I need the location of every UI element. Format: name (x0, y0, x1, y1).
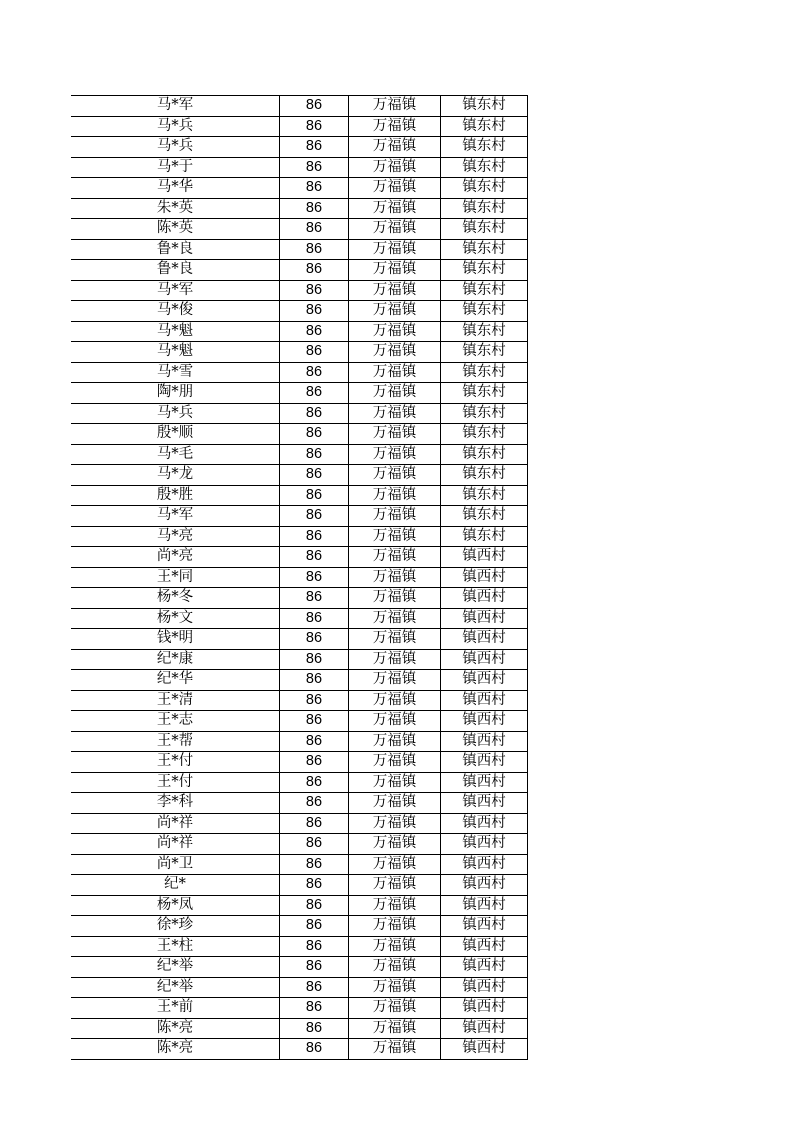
town-cell: 万福镇 (349, 547, 441, 568)
resident-name-cell: 马*军 (71, 506, 280, 527)
resident-name-cell: 马*雪 (71, 362, 280, 383)
score-cell: 86 (280, 916, 349, 937)
score-cell: 86 (280, 321, 349, 342)
resident-name-cell: 纪*康 (71, 649, 280, 670)
score-cell: 86 (280, 239, 349, 260)
score-cell: 86 (280, 96, 349, 117)
table-row (71, 239, 528, 260)
village-cell: 镇西村 (441, 670, 528, 691)
town-cell: 万福镇 (349, 936, 441, 957)
table-row (71, 547, 528, 568)
table-row (71, 875, 528, 896)
score-cell: 86 (280, 1018, 349, 1039)
score-cell: 86 (280, 301, 349, 322)
table-row (71, 752, 528, 773)
village-cell: 镇东村 (441, 485, 528, 506)
village-cell: 镇东村 (441, 506, 528, 527)
score-cell: 86 (280, 362, 349, 383)
table-row (71, 424, 528, 445)
village-cell: 镇东村 (441, 403, 528, 424)
town-cell: 万福镇 (349, 670, 441, 691)
village-cell: 镇西村 (441, 690, 528, 711)
resident-name-cell: 杨*冬 (71, 588, 280, 609)
score-cell: 86 (280, 178, 349, 199)
table-row (71, 219, 528, 240)
score-cell: 86 (280, 752, 349, 773)
town-cell: 万福镇 (349, 998, 441, 1019)
resident-name-cell: 王*志 (71, 711, 280, 732)
village-cell: 镇西村 (441, 916, 528, 937)
score-cell: 86 (280, 998, 349, 1019)
town-cell: 万福镇 (349, 1018, 441, 1039)
resident-name-cell: 陈*亮 (71, 1018, 280, 1039)
table-row (71, 772, 528, 793)
score-cell: 86 (280, 690, 349, 711)
village-cell: 镇西村 (441, 547, 528, 568)
resident-name-cell: 尚*祥 (71, 813, 280, 834)
town-cell: 万福镇 (349, 834, 441, 855)
town-cell: 万福镇 (349, 526, 441, 547)
town-cell: 万福镇 (349, 567, 441, 588)
village-cell: 镇东村 (441, 383, 528, 404)
resident-name-cell: 朱*英 (71, 198, 280, 219)
town-cell: 万福镇 (349, 793, 441, 814)
resident-name-cell: 王*柱 (71, 936, 280, 957)
resident-name-cell: 马*俊 (71, 301, 280, 322)
town-cell: 万福镇 (349, 752, 441, 773)
table-row (71, 977, 528, 998)
village-cell: 镇西村 (441, 752, 528, 773)
table-row (71, 670, 528, 691)
table-row (71, 178, 528, 199)
town-cell: 万福镇 (349, 301, 441, 322)
resident-name-cell: 尚*卫 (71, 854, 280, 875)
town-cell: 万福镇 (349, 957, 441, 978)
resident-name-cell: 马*兵 (71, 403, 280, 424)
resident-name-cell: 纪*举 (71, 957, 280, 978)
table-row (71, 629, 528, 650)
village-cell: 镇东村 (441, 178, 528, 199)
resident-name-cell: 王*付 (71, 772, 280, 793)
resident-name-cell: 钱*明 (71, 629, 280, 650)
table-row (71, 793, 528, 814)
resident-name-cell: 马*龙 (71, 465, 280, 486)
score-cell: 86 (280, 977, 349, 998)
resident-name-cell: 鲁*良 (71, 239, 280, 260)
table-row (71, 567, 528, 588)
score-cell: 86 (280, 465, 349, 486)
resident-name-cell: 马*兵 (71, 137, 280, 158)
score-cell: 86 (280, 157, 349, 178)
village-cell: 镇东村 (441, 444, 528, 465)
table-row (71, 957, 528, 978)
table-row (71, 649, 528, 670)
score-cell: 86 (280, 1039, 349, 1060)
table-row (71, 526, 528, 547)
town-cell: 万福镇 (349, 260, 441, 281)
resident-name-cell: 马*军 (71, 280, 280, 301)
village-cell: 镇东村 (441, 96, 528, 117)
town-cell: 万福镇 (349, 137, 441, 158)
town-cell: 万福镇 (349, 895, 441, 916)
score-cell: 86 (280, 116, 349, 137)
town-cell: 万福镇 (349, 731, 441, 752)
town-cell: 万福镇 (349, 321, 441, 342)
village-cell: 镇西村 (441, 711, 528, 732)
table-row (71, 383, 528, 404)
town-cell: 万福镇 (349, 854, 441, 875)
town-cell: 万福镇 (349, 342, 441, 363)
resident-name-cell: 陈*亮 (71, 1039, 280, 1060)
score-cell: 86 (280, 649, 349, 670)
resident-name-cell: 杨*凤 (71, 895, 280, 916)
resident-name-cell: 纪*举 (71, 977, 280, 998)
score-cell: 86 (280, 342, 349, 363)
score-cell: 86 (280, 526, 349, 547)
score-cell: 86 (280, 198, 349, 219)
resident-name-cell: 马*魁 (71, 342, 280, 363)
table-row (71, 465, 528, 486)
table-row (71, 834, 528, 855)
town-cell: 万福镇 (349, 403, 441, 424)
table-row (71, 1039, 528, 1060)
resident-name-cell: 徐*珍 (71, 916, 280, 937)
table-row (71, 998, 528, 1019)
village-cell: 镇西村 (441, 1039, 528, 1060)
score-cell: 86 (280, 137, 349, 158)
resident-name-cell: 王*付 (71, 752, 280, 773)
town-cell: 万福镇 (349, 875, 441, 896)
score-cell: 86 (280, 895, 349, 916)
resident-name-cell: 王*同 (71, 567, 280, 588)
score-cell: 86 (280, 834, 349, 855)
resident-name-cell: 马*魁 (71, 321, 280, 342)
village-cell: 镇东村 (441, 362, 528, 383)
town-cell: 万福镇 (349, 96, 441, 117)
table-row (71, 895, 528, 916)
town-cell: 万福镇 (349, 690, 441, 711)
resident-name-cell: 马*华 (71, 178, 280, 199)
village-cell: 镇东村 (441, 116, 528, 137)
village-cell: 镇东村 (441, 342, 528, 363)
village-cell: 镇东村 (441, 137, 528, 158)
village-cell: 镇东村 (441, 526, 528, 547)
table-row (71, 362, 528, 383)
table-row (71, 854, 528, 875)
town-cell: 万福镇 (349, 506, 441, 527)
score-cell: 86 (280, 957, 349, 978)
table-row (71, 403, 528, 424)
score-cell: 86 (280, 260, 349, 281)
score-cell: 86 (280, 813, 349, 834)
score-cell: 86 (280, 485, 349, 506)
table-row (71, 260, 528, 281)
roster-table (71, 95, 528, 1060)
resident-name-cell: 尚*祥 (71, 834, 280, 855)
resident-name-cell: 尚*亮 (71, 547, 280, 568)
town-cell: 万福镇 (349, 116, 441, 137)
town-cell: 万福镇 (349, 198, 441, 219)
resident-name-cell: 王*前 (71, 998, 280, 1019)
score-cell: 86 (280, 936, 349, 957)
town-cell: 万福镇 (349, 629, 441, 650)
score-cell: 86 (280, 772, 349, 793)
village-cell: 镇东村 (441, 157, 528, 178)
roster-body (71, 96, 528, 1060)
score-cell: 86 (280, 670, 349, 691)
town-cell: 万福镇 (349, 977, 441, 998)
town-cell: 万福镇 (349, 1039, 441, 1060)
resident-name-cell: 纪*华 (71, 670, 280, 691)
score-cell: 86 (280, 793, 349, 814)
town-cell: 万福镇 (349, 608, 441, 629)
village-cell: 镇西村 (441, 936, 528, 957)
table-row (71, 506, 528, 527)
village-cell: 镇西村 (441, 649, 528, 670)
table-row (71, 608, 528, 629)
score-cell: 86 (280, 711, 349, 732)
town-cell: 万福镇 (349, 813, 441, 834)
table-row (71, 96, 528, 117)
score-cell: 86 (280, 875, 349, 896)
town-cell: 万福镇 (349, 711, 441, 732)
table-row (71, 444, 528, 465)
town-cell: 万福镇 (349, 239, 441, 260)
score-cell: 86 (280, 506, 349, 527)
table-row (71, 485, 528, 506)
table-row (71, 301, 528, 322)
village-cell: 镇西村 (441, 588, 528, 609)
table-row (71, 588, 528, 609)
village-cell: 镇西村 (441, 1018, 528, 1039)
village-cell: 镇东村 (441, 198, 528, 219)
table-row (71, 321, 528, 342)
resident-name-cell: 陈*英 (71, 219, 280, 240)
score-cell: 86 (280, 219, 349, 240)
resident-name-cell: 王*清 (71, 690, 280, 711)
town-cell: 万福镇 (349, 383, 441, 404)
resident-name-cell: 纪* (71, 875, 280, 896)
village-cell: 镇东村 (441, 219, 528, 240)
table-row (71, 1018, 528, 1039)
score-cell: 86 (280, 588, 349, 609)
town-cell: 万福镇 (349, 649, 441, 670)
table-row (71, 813, 528, 834)
village-cell: 镇西村 (441, 854, 528, 875)
town-cell: 万福镇 (349, 424, 441, 445)
score-cell: 86 (280, 547, 349, 568)
table-row (71, 116, 528, 137)
village-cell: 镇东村 (441, 239, 528, 260)
village-cell: 镇东村 (441, 280, 528, 301)
village-cell: 镇西村 (441, 629, 528, 650)
village-cell: 镇西村 (441, 895, 528, 916)
score-cell: 86 (280, 403, 349, 424)
village-cell: 镇东村 (441, 301, 528, 322)
score-cell: 86 (280, 383, 349, 404)
table-row (71, 690, 528, 711)
village-cell: 镇西村 (441, 608, 528, 629)
resident-name-cell: 鲁*良 (71, 260, 280, 281)
town-cell: 万福镇 (349, 362, 441, 383)
village-cell: 镇西村 (441, 567, 528, 588)
town-cell: 万福镇 (349, 772, 441, 793)
resident-name-cell: 陶*朋 (71, 383, 280, 404)
town-cell: 万福镇 (349, 465, 441, 486)
town-cell: 万福镇 (349, 588, 441, 609)
village-cell: 镇东村 (441, 260, 528, 281)
resident-name-cell: 殷*胜 (71, 485, 280, 506)
village-cell: 镇西村 (441, 772, 528, 793)
score-cell: 86 (280, 731, 349, 752)
town-cell: 万福镇 (349, 178, 441, 199)
town-cell: 万福镇 (349, 444, 441, 465)
village-cell: 镇西村 (441, 875, 528, 896)
score-cell: 86 (280, 567, 349, 588)
table-row (71, 916, 528, 937)
village-cell: 镇西村 (441, 977, 528, 998)
village-cell: 镇东村 (441, 321, 528, 342)
village-cell: 镇东村 (441, 424, 528, 445)
score-cell: 86 (280, 629, 349, 650)
resident-name-cell: 马*毛 (71, 444, 280, 465)
table-row (71, 936, 528, 957)
resident-name-cell: 杨*文 (71, 608, 280, 629)
resident-name-cell: 马*军 (71, 96, 280, 117)
table-row (71, 342, 528, 363)
village-cell: 镇西村 (441, 793, 528, 814)
resident-name-cell: 马*于 (71, 157, 280, 178)
resident-name-cell: 王*帮 (71, 731, 280, 752)
table-row (71, 711, 528, 732)
score-cell: 86 (280, 854, 349, 875)
resident-name-cell: 马*亮 (71, 526, 280, 547)
resident-name-cell: 殷*顺 (71, 424, 280, 445)
table-row (71, 280, 528, 301)
village-cell: 镇西村 (441, 998, 528, 1019)
village-cell: 镇东村 (441, 465, 528, 486)
town-cell: 万福镇 (349, 916, 441, 937)
score-cell: 86 (280, 608, 349, 629)
village-cell: 镇西村 (441, 957, 528, 978)
town-cell: 万福镇 (349, 485, 441, 506)
table-row (71, 157, 528, 178)
score-cell: 86 (280, 444, 349, 465)
table-row (71, 137, 528, 158)
resident-name-cell: 马*兵 (71, 116, 280, 137)
score-cell: 86 (280, 424, 349, 445)
village-cell: 镇西村 (441, 834, 528, 855)
village-cell: 镇西村 (441, 813, 528, 834)
village-cell: 镇西村 (441, 731, 528, 752)
score-cell: 86 (280, 280, 349, 301)
town-cell: 万福镇 (349, 280, 441, 301)
resident-name-cell: 李*科 (71, 793, 280, 814)
table-row (71, 198, 528, 219)
town-cell: 万福镇 (349, 219, 441, 240)
table-row (71, 731, 528, 752)
town-cell: 万福镇 (349, 157, 441, 178)
